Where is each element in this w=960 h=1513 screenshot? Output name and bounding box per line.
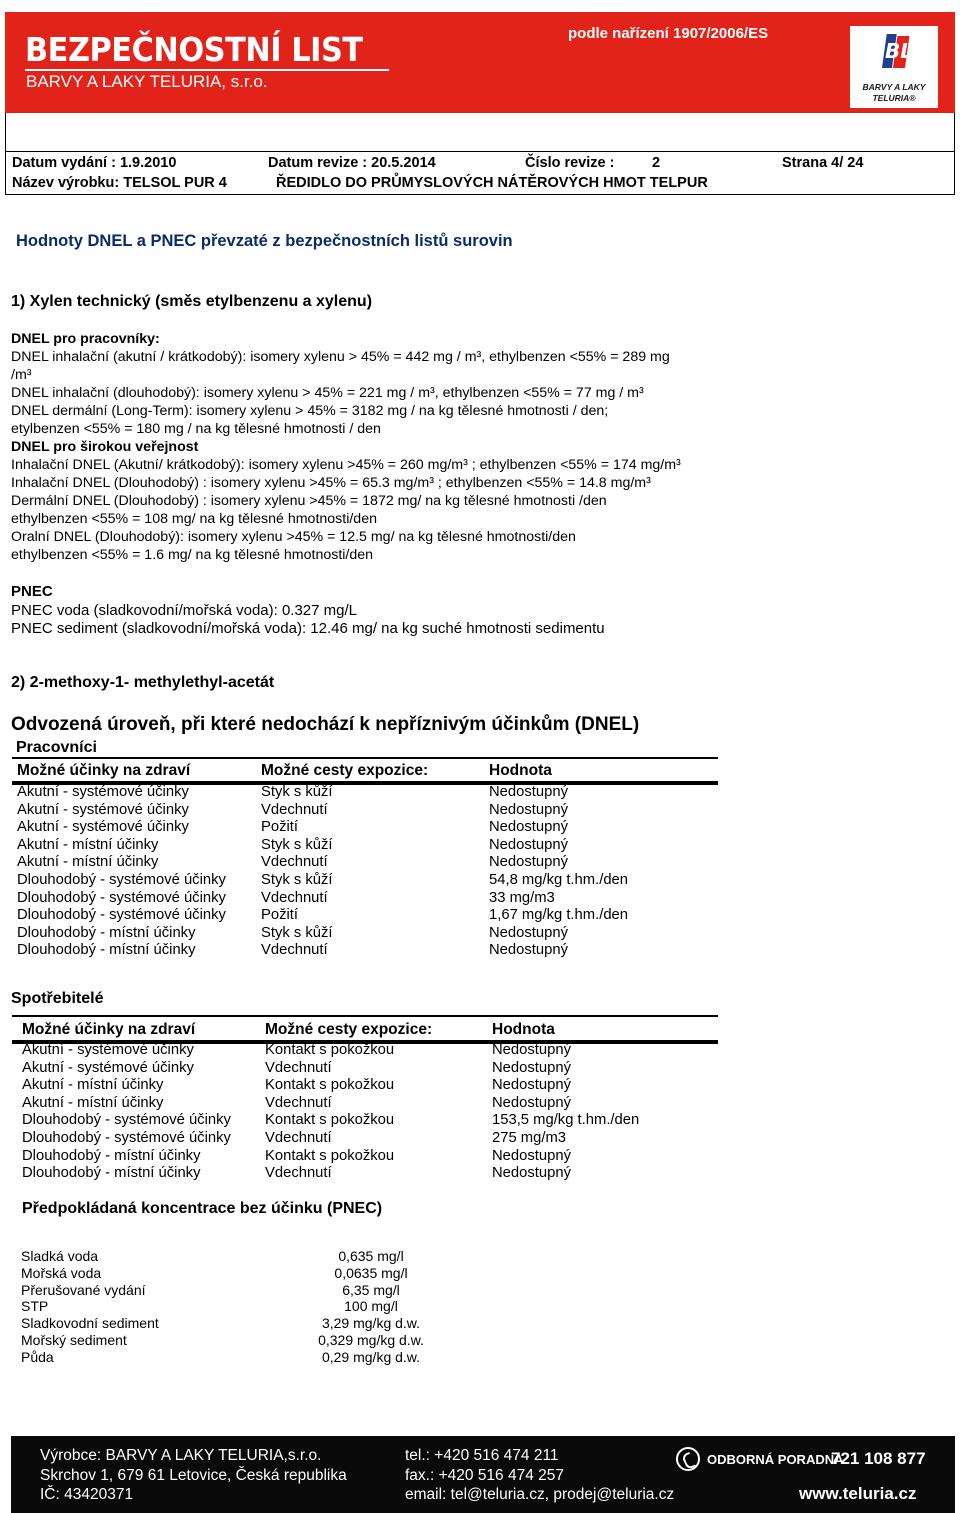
section-1-heading: 1) Xylen technický (směs etylbenzenu a xylenu): [11, 293, 373, 310]
cell-effect: Akutní - systémové účinky: [17, 784, 189, 800]
cell-effect: Akutní - místní účinky: [17, 836, 159, 853]
product-description: ŘEDIDLO DO PRŮMYSLOVÝCH NÁTĚROVÝCH HMOT TELPUR: [276, 175, 708, 191]
revision-number-label: Číslo revize :: [525, 155, 615, 171]
page-number: Strana 4/ 24: [782, 155, 864, 171]
cell-route: Kontakt s pokožkou: [265, 1147, 395, 1164]
cell-effect: Akutní - místní účinky: [17, 854, 159, 871]
cell-value: 54,8 mg/kg t.hm./den: [489, 872, 629, 888]
cell-value: 153,5 mg/kg t.hm./den: [492, 1112, 640, 1129]
pnec-subheading: PNEC: [11, 583, 53, 600]
table-row: [12, 1042, 718, 1060]
table-row: [12, 1165, 718, 1183]
cell-route: Styk s kůží: [261, 924, 333, 941]
cell-effect: Dlouhodobý - místní účinky: [22, 1165, 201, 1182]
cell-route: Styk s kůží: [261, 872, 333, 888]
info-bar: [6, 151, 954, 194]
cell-route: Styk s kůží: [261, 784, 333, 800]
footer-email: email: tel@teluria.cz, prodej@teluria.cz: [405, 1486, 675, 1503]
cell-effect: Dlouhodobý - systémové účinky: [17, 872, 226, 888]
cell-effect: Akutní - systémové účinky: [22, 1042, 194, 1058]
logo-letters: BL: [885, 39, 913, 63]
phone-icon: [676, 1447, 700, 1471]
cell-route: Vdechnutí: [265, 1059, 332, 1076]
cell-effect: Akutní - systémové účinky: [22, 1059, 194, 1076]
cell-value: 275 mg/m3: [492, 1130, 567, 1146]
footer-website: www.teluria.cz: [799, 1484, 917, 1503]
table-row: [12, 837, 718, 855]
bl-logo-icon: [881, 32, 915, 72]
pnec-medium: Mořská voda: [21, 1264, 102, 1281]
cell-route: Požití: [261, 819, 299, 836]
cell-value: Nedostupný: [492, 1165, 571, 1182]
cell-value: Nedostupný: [492, 1094, 571, 1111]
revision-number: 2: [652, 155, 661, 171]
text-line: etylbenzen <55% = 180 mg / na kg tělesné hmotnosti / den: [11, 421, 381, 437]
dnel-heading: Odvozená úroveň, při které nedochází k nepříznivým účinkům (DNEL): [11, 714, 640, 735]
cell-value: Nedostupný: [492, 1059, 571, 1076]
footer-tel: tel.: +420 516 474 211: [405, 1447, 559, 1464]
company-logo: [850, 26, 938, 108]
subheading: DNEL pro širokou veřejnost: [11, 439, 199, 455]
header-banner: [5, 12, 955, 113]
text-line: ethylbenzen <55% = 108 mg/ na kg tělesné hmotnosti/den: [11, 511, 377, 527]
cell-effect: Dlouhodobý - systémové účinky: [17, 907, 226, 924]
hotline-label: ODBORNÁ PORADNA: [707, 1452, 844, 1467]
pnec-medium: Přerušované vydání: [21, 1281, 146, 1298]
pnec-value: 0,635 mg/l: [338, 1248, 404, 1264]
consumers-header: [12, 1019, 718, 1041]
cell-effect: Dlouhodobý - místní účinky: [17, 942, 196, 959]
col-routes: Možné cesty expozice:: [261, 762, 429, 779]
pnec-row: [21, 1315, 441, 1331]
footer-manufacturer: Výrobce: BARVY A LAKY TELURIA,s.r.o.: [40, 1447, 322, 1464]
cell-value: Nedostupný: [492, 1077, 571, 1094]
cell-route: Kontakt s pokožkou: [265, 1112, 395, 1129]
consumers-label: Spotřebitelé: [11, 990, 104, 1007]
pnec-value: 0,0635 mg/l: [334, 1264, 408, 1281]
consumers-top-rule: [12, 1015, 718, 1017]
col-value: Hodnota: [489, 762, 552, 779]
pnec-medium: Půda: [21, 1348, 54, 1365]
cell-value: 33 mg/m3: [489, 889, 555, 906]
pnec-value: 3,29 mg/kg d.w.: [321, 1315, 421, 1332]
cell-route: Vdechnutí: [265, 1165, 332, 1182]
table-row: [12, 907, 718, 925]
document-info: [5, 113, 955, 195]
table-row: [12, 1077, 718, 1095]
table-row: [12, 890, 718, 908]
pnec-value: 0,29 mg/kg d.w.: [321, 1348, 421, 1365]
text-line: /m³: [11, 367, 32, 383]
cell-value: Nedostupný: [489, 819, 568, 836]
product-name: Název výrobku: TELSOL PUR 4: [12, 175, 227, 191]
table-row: [12, 872, 718, 890]
company-name: BARVY A LAKY TELURIA, s.r.o.: [26, 72, 268, 91]
cell-route: Kontakt s pokožkou: [265, 1042, 395, 1058]
cell-effect: Akutní - systémové účinky: [17, 801, 189, 818]
hotline-number: 721 108 877: [831, 1449, 926, 1468]
pnec-value: 6,35 mg/l: [342, 1281, 400, 1298]
cell-route: Kontakt s pokožkou: [265, 1077, 395, 1094]
cell-effect: Dlouhodobý - místní účinky: [22, 1147, 201, 1164]
pnec-row: [21, 1332, 441, 1348]
text-line: Dermální DNEL (Dlouhodobý) : isomery xylenu >45% = 1872 mg/ na kg tělesné hmotnosti /den: [11, 493, 607, 509]
table-row: [12, 854, 718, 872]
cell-route: Vdechnutí: [261, 889, 328, 906]
footer-address: Skrchov 1, 679 61 Letovice, Česká republika: [40, 1467, 347, 1484]
col-value: Hodnota: [492, 1021, 555, 1038]
footer-fax: fax.: +420 516 474 257: [405, 1467, 565, 1484]
cell-effect: Dlouhodobý - systémové účinky: [22, 1130, 231, 1146]
cell-effect: Dlouhodobý - místní účinky: [17, 924, 196, 941]
col-effects: Možné účinky na zdraví: [17, 762, 191, 779]
pnec-line: PNEC sediment (sladkovodní/mořská voda): 12.46 mg/ na kg suché hmotnosti sedimentu: [11, 620, 605, 637]
pnec-line: PNEC voda (sladkovodní/mořská voda): 0.327 mg/L: [11, 601, 358, 619]
pnec-row: [21, 1282, 441, 1298]
col-effects: Možné účinky na zdraví: [22, 1021, 196, 1038]
cell-route: Vdechnutí: [261, 942, 328, 959]
text-line: DNEL dermální (Long-Term): isomery xylenu > 45% = 3182 mg / na kg tělesné hmotnosti / den;: [11, 403, 609, 419]
cell-value: 1,67 mg/kg t.hm./den: [489, 907, 629, 924]
footer-ic: IČ: 43420371: [40, 1486, 134, 1503]
cell-effect: Dlouhodobý - systémové účinky: [22, 1112, 231, 1129]
subheading: DNEL pro pracovníky:: [11, 331, 160, 347]
document-title: BEZPEČNOSTNÍ LIST: [25, 30, 363, 69]
text-line: Inhalační DNEL (Akutní/ krátkodobý): isomery xylenu >45% = 260 mg/m³ ; ethylbenzen <55% = 174 mg/m³: [11, 457, 681, 473]
revision-date: Datum revize : 20.5.2014: [268, 155, 436, 171]
cell-value: Nedostupný: [489, 924, 568, 941]
cell-route: Vdechnutí: [261, 854, 328, 871]
text-line: DNEL inhalační (akutní / krátkodobý): isomery xylenu > 45% = 442 mg / m³, ethylbenzen <55% = 289 mg: [11, 349, 670, 365]
pnec-medium: Sladkovodní sediment: [21, 1315, 159, 1332]
workers-header: [12, 760, 718, 782]
cell-effect: Akutní - místní účinky: [22, 1094, 164, 1111]
cell-effect: Akutní - místní účinky: [22, 1077, 164, 1094]
table-row: [12, 1112, 718, 1130]
pnec-value: 0,329 mg/kg d.w.: [318, 1332, 424, 1348]
logo-line-1: BARVY A LAKY: [862, 82, 926, 92]
cell-effect: Akutní - systémové účinky: [17, 819, 189, 836]
cell-route: Vdechnutí: [261, 801, 328, 818]
pnec-row: [21, 1248, 441, 1264]
cell-route: Vdechnutí: [265, 1094, 332, 1111]
regulation-text: podle nařízení 1907/2006/ES: [568, 25, 769, 42]
title-underline: [25, 69, 389, 71]
text-line: Inhalační DNEL (Dlouhodobý) : isomery xylenu >45% = 65.3 mg/m³ ; ethylbenzen <55% = 14.8 mg/m³: [11, 475, 651, 491]
col-routes: Možné cesty expozice:: [265, 1021, 433, 1038]
pnec-row: [21, 1265, 441, 1281]
footer: [11, 1436, 955, 1513]
text-line: Oralní DNEL (Dlouhodobý): isomery xylenu >45% = 12.5 mg/ na kg tělesné hmotnosti/den: [11, 529, 576, 545]
workers-label: Pracovníci: [16, 739, 97, 756]
text-line: DNEL inhalační (dlouhodobý): isomery xylenu > 45% = 221 mg / m³, ethylbenzen <55% = 77 mg / m³: [11, 385, 644, 401]
pnec-value: 100 mg/l: [344, 1298, 398, 1315]
cell-value: Nedostupný: [489, 784, 568, 800]
cell-route: Vdechnutí: [265, 1130, 332, 1146]
cell-value: Nedostupný: [492, 1042, 571, 1058]
workers-top-rule: [12, 757, 718, 759]
pnec-row: [21, 1349, 441, 1365]
table-row: [12, 942, 718, 960]
cell-value: Nedostupný: [489, 854, 568, 871]
pnec-medium: STP: [21, 1298, 49, 1315]
pnec-row: [21, 1298, 441, 1314]
table-row: [12, 802, 718, 820]
logo-caption: [852, 82, 936, 104]
cell-value: Nedostupný: [489, 942, 568, 959]
table-row: [12, 1095, 718, 1113]
text-line: ethylbenzen <55% = 1.6 mg/ na kg tělesné hmotnosti/den: [11, 547, 374, 563]
cell-effect: Dlouhodobý - systémové účinky: [17, 889, 226, 906]
table-row: [12, 819, 718, 837]
logo-line-2: TELURIA®: [872, 93, 916, 103]
table-row: [12, 1060, 718, 1078]
pnec-heading: Předpokládaná koncentrace bez účinku (PNEC): [22, 1200, 383, 1217]
cell-value: Nedostupný: [489, 836, 568, 853]
cell-route: Požití: [261, 907, 299, 924]
page-title: Hodnoty DNEL a PNEC převzaté z bezpečnostních listů surovin: [16, 232, 513, 250]
table-row: [12, 1148, 718, 1166]
issue-date: Datum vydání : 1.9.2010: [12, 155, 177, 171]
table-row: [12, 1130, 718, 1148]
pnec-medium: Sladká voda: [21, 1248, 99, 1264]
cell-route: Styk s kůží: [261, 836, 333, 853]
pnec-medium: Mořský sediment: [21, 1332, 127, 1348]
table-row: [12, 925, 718, 943]
cell-value: Nedostupný: [489, 801, 568, 818]
cell-value: Nedostupný: [492, 1147, 571, 1164]
section-2-heading: 2) 2-methoxy-1- methylethyl-acetát: [11, 674, 275, 691]
table-row: [12, 784, 718, 802]
